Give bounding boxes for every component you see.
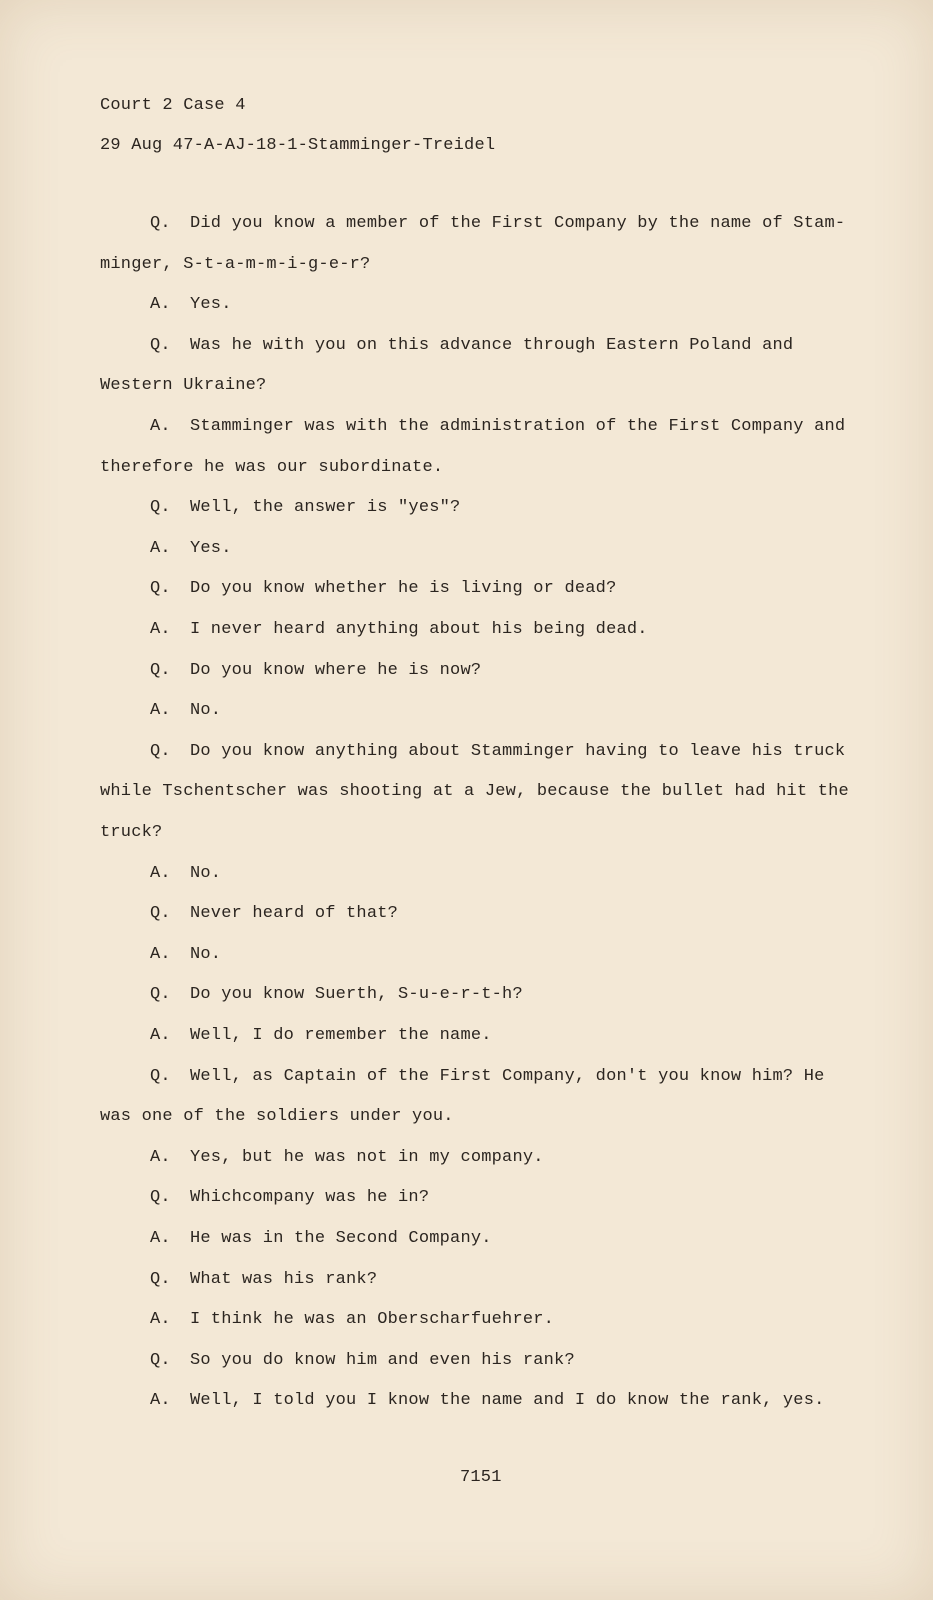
line-text: Was he with you on this advance through Eastern Poland and (190, 336, 794, 355)
transcript-line (100, 255, 370, 274)
transcript-line (150, 1067, 825, 1086)
transcript-line (150, 1148, 544, 1167)
line-text: Well, I told you I know the name and I do know the rank, yes. (190, 1391, 825, 1410)
transcript-line (100, 823, 162, 842)
question-label: Q. (150, 336, 171, 355)
transcript-line (150, 539, 232, 558)
answer-label: A. (150, 1026, 171, 1045)
line-text: Yes, but he was not in my company. (190, 1148, 544, 1167)
answer-label: A. (150, 1310, 171, 1329)
line-text: No. (190, 701, 222, 720)
line-text: Never heard of that? (190, 904, 399, 923)
transcript-line (150, 214, 845, 233)
question-label: Q. (150, 498, 171, 517)
transcript-line (150, 1188, 429, 1207)
line-text: was one of the soldiers under you. (100, 1107, 454, 1126)
question-label: Q. (150, 742, 171, 761)
line-text: Well, as Captain of the First Company, don't you know him? He (190, 1067, 825, 1086)
question-label: Q. (150, 1270, 171, 1289)
session-reference: 29 Aug 47-A-AJ-18-1-Stamminger-Treidel (100, 136, 496, 155)
answer-label: A. (150, 701, 171, 720)
line-text: therefore he was our subordinate. (100, 458, 444, 477)
answer-label: A. (150, 620, 171, 639)
line-text: So you do know him and even his rank? (190, 1351, 575, 1370)
transcript-line (150, 1391, 825, 1410)
page-number: 7151 (460, 1468, 502, 1487)
line-text: Yes. (190, 539, 232, 558)
transcript-line (100, 458, 443, 477)
question-label: Q. (150, 214, 171, 233)
line-text: Did you know a member of the First Company by the name of Stam- (190, 214, 846, 233)
line-text: Do you know whether he is living or dead? (190, 579, 617, 598)
line-text: I never heard anything about his being dead. (190, 620, 648, 639)
line-text: while Tschentscher was shooting at a Jew, because the bullet had hit the (100, 782, 849, 801)
line-text: What was his rank? (190, 1270, 378, 1289)
transcript-line (150, 1229, 492, 1248)
transcript-line (100, 376, 266, 395)
transcript-line (150, 985, 523, 1004)
line-text: Do you know where he is now? (190, 661, 482, 680)
line-text: Whichcompany was he in? (190, 1188, 430, 1207)
line-text: Well, the answer is "yes"? (190, 498, 461, 517)
line-text: No. (190, 864, 222, 883)
question-label: Q. (150, 1188, 171, 1207)
question-label: Q. (150, 661, 171, 680)
answer-label: A. (150, 295, 171, 314)
question-label: Q. (150, 904, 171, 923)
answer-label: A. (150, 1391, 171, 1410)
line-text: Yes. (190, 295, 232, 314)
question-label: Q. (150, 985, 171, 1004)
transcript-line (150, 336, 793, 355)
line-text: He was in the Second Company. (190, 1229, 492, 1248)
transcript-line (150, 579, 616, 598)
line-text: truck? (100, 823, 163, 842)
line-text: Western Ukraine? (100, 376, 267, 395)
transcript-line (150, 1270, 377, 1289)
answer-label: A. (150, 945, 171, 964)
transcript-line (150, 945, 221, 964)
line-text: Do you know Suerth, S-u-e-r-t-h? (190, 985, 523, 1004)
transcript-line (150, 417, 845, 436)
line-text: minger, S-t-a-m-m-i-g-e-r? (100, 255, 371, 274)
transcript-line (150, 661, 481, 680)
line-text: I think he was an Oberscharfuehrer. (190, 1310, 555, 1329)
transcript-line (150, 620, 648, 639)
transcript-line (150, 1026, 492, 1045)
transcript-line (150, 742, 845, 761)
transcript-line (150, 701, 221, 720)
answer-label: A. (150, 1148, 171, 1167)
line-text: Do you know anything about Stamminger having to leave his truck (190, 742, 846, 761)
transcript-line (150, 904, 398, 923)
transcript-line (150, 295, 232, 314)
transcript-line (150, 1351, 575, 1370)
answer-label: A. (150, 1229, 171, 1248)
answer-label: A. (150, 864, 171, 883)
transcript-line (150, 864, 221, 883)
answer-label: A. (150, 417, 171, 436)
line-text: Well, I do remember the name. (190, 1026, 492, 1045)
answer-label: A. (150, 539, 171, 558)
court-case-header: Court 2 Case 4 (100, 96, 246, 115)
question-label: Q. (150, 1351, 171, 1370)
transcript-line (100, 1107, 454, 1126)
line-text: No. (190, 945, 222, 964)
line-text: Stamminger was with the administration of the First Company and (190, 417, 846, 436)
question-label: Q. (150, 1067, 171, 1086)
transcript-line (100, 782, 849, 801)
question-label: Q. (150, 579, 171, 598)
transcript-line (150, 1310, 554, 1329)
transcript-line (150, 498, 460, 517)
